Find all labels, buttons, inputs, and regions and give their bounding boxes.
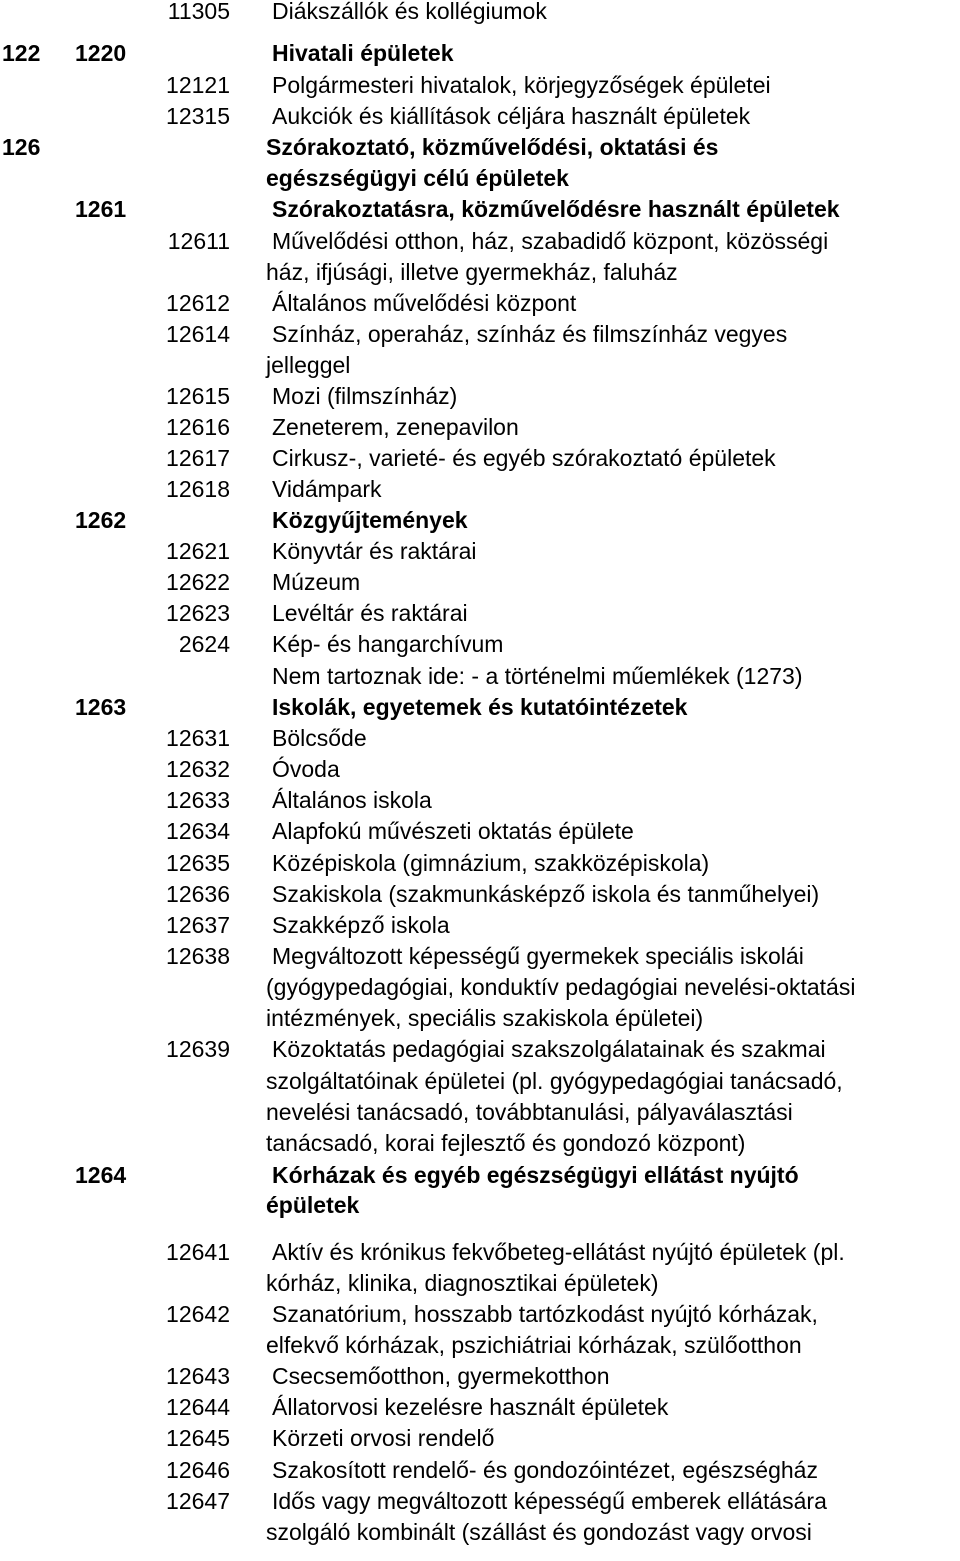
item-description: (gyógypedagógiai, konduktív pedagógiai nevelési-oktatási xyxy=(266,974,856,1000)
list-item xyxy=(0,1517,960,1548)
list-item xyxy=(0,1097,960,1128)
item-description: Iskolák, egyetemek és kutatóintézetek xyxy=(272,694,688,720)
item-description: szolgáló kombinált (szállást és gondozást vagy orvosi xyxy=(266,1519,812,1545)
subclass-code: 12633 xyxy=(166,787,230,813)
list-item xyxy=(0,101,960,132)
subclass-code: 12634 xyxy=(166,818,230,844)
list-item xyxy=(0,194,960,225)
item-description: ház, ifjúsági, illetve gyermekház, faluház xyxy=(266,259,678,285)
item-description: Vidámpark xyxy=(272,476,382,502)
list-item xyxy=(0,1128,960,1159)
list-item xyxy=(0,1160,960,1191)
subclass-code: 12645 xyxy=(166,1425,230,1451)
item-description: Alapfokú művészeti oktatás épülete xyxy=(272,818,634,844)
subclass-code: 11305 xyxy=(167,0,230,24)
item-description: egészségügyi célú épületek xyxy=(266,165,569,191)
list-item xyxy=(0,785,960,816)
item-description: Polgármesteri hivatalok, körjegyzőségek épületei xyxy=(272,72,771,98)
subclass-code: 12616 xyxy=(166,414,230,440)
subclass-code: 12644 xyxy=(166,1394,230,1420)
list-item xyxy=(0,1034,960,1065)
list-item xyxy=(0,536,960,567)
list-item xyxy=(0,754,960,785)
class-code: 1220 xyxy=(75,40,127,66)
item-description: Állatorvosi kezelésre használt épületek xyxy=(272,1394,669,1420)
subclass-code: 12643 xyxy=(166,1363,230,1389)
item-description: Szórakoztató, közművelődési, oktatási és xyxy=(266,134,719,160)
item-description: Szórakoztatásra, közművelődésre használt épületek xyxy=(272,196,840,222)
item-description: Színház, operaház, színház és filmszínház vegyes xyxy=(272,321,788,347)
item-description: Közoktatás pedagógiai szakszolgálatainak és szakmai xyxy=(272,1036,826,1062)
subclass-code: 12612 xyxy=(166,290,230,316)
subclass-code: 12642 xyxy=(166,1301,230,1327)
subclass-code: 12315 xyxy=(166,103,230,129)
list-item xyxy=(0,443,960,474)
item-description: Zeneterem, zenepavilon xyxy=(272,414,519,440)
list-item xyxy=(0,692,960,723)
subclass-code: 12647 xyxy=(166,1488,230,1514)
subclass-code: 12632 xyxy=(166,756,230,782)
class-code: 1264 xyxy=(75,1162,127,1188)
item-description: Általános iskola xyxy=(272,787,432,813)
item-description: Szakosított rendelő- és gondozóintézet, egészségház xyxy=(272,1457,818,1483)
list-item xyxy=(0,941,960,972)
list-item xyxy=(0,163,960,194)
item-description: Művelődési otthon, ház, szabadidő központ, közösségi xyxy=(272,228,829,254)
list-item xyxy=(0,848,960,879)
item-description: Hivatali épületek xyxy=(272,40,454,66)
subclass-code: 12637 xyxy=(166,912,230,938)
list-item xyxy=(0,1268,960,1299)
subclass-code: 12618 xyxy=(166,476,230,502)
item-description: Könyvtár és raktárai xyxy=(272,538,477,564)
list-item xyxy=(0,1003,960,1034)
item-description: Bölcsőde xyxy=(272,725,367,751)
subclass-code: 12646 xyxy=(166,1457,230,1483)
item-description: Levéltár és raktárai xyxy=(272,600,468,626)
item-description: szolgáltatóinak épületei (pl. gyógypedagógiai tanácsadó, xyxy=(266,1068,843,1094)
subclass-code: 12617 xyxy=(166,445,230,471)
item-description: Csecsemőotthon, gyermekotthon xyxy=(272,1363,610,1389)
list-item xyxy=(0,319,960,350)
list-item xyxy=(0,598,960,629)
item-description: tanácsadó, korai fejlesztő és gondozó központ) xyxy=(266,1130,746,1156)
group-code: 122 xyxy=(2,40,41,66)
item-description: nevelési tanácsadó, továbbtanulási, pályaválasztási xyxy=(266,1099,793,1125)
list-item xyxy=(0,1423,960,1454)
list-item xyxy=(0,567,960,598)
list-item xyxy=(0,350,960,381)
list-item xyxy=(0,816,960,847)
item-description: Általános művelődési központ xyxy=(272,290,577,316)
item-description: Kórházak és egyéb egészségügyi ellátást nyújtó xyxy=(272,1162,799,1188)
list-item xyxy=(0,1190,960,1221)
subclass-code: 12641 xyxy=(166,1239,230,1265)
list-item xyxy=(0,226,960,257)
item-description: Aukciók és kiállítások céljára használt épületek xyxy=(272,103,751,129)
list-item xyxy=(0,288,960,319)
item-description: Középiskola (gimnázium, szakközépiskola) xyxy=(272,850,710,876)
subclass-code: 12621 xyxy=(166,538,230,564)
item-description: Szakképző iskola xyxy=(272,912,450,938)
subclass-code: 12631 xyxy=(166,725,230,751)
list-item xyxy=(0,257,960,288)
subclass-code: 12635 xyxy=(166,850,230,876)
list-item xyxy=(0,629,960,660)
list-item xyxy=(0,910,960,941)
list-item xyxy=(0,879,960,910)
list-item xyxy=(0,412,960,443)
subclass-code: 12121 xyxy=(166,72,230,98)
group-code: 126 xyxy=(2,134,41,160)
item-description: Kép- és hangarchívum xyxy=(272,631,504,657)
subclass-code: 12622 xyxy=(166,569,230,595)
list-item xyxy=(0,1392,960,1423)
item-description: Körzeti orvosi rendelő xyxy=(272,1425,495,1451)
list-item xyxy=(0,723,960,754)
list-item xyxy=(0,505,960,536)
item-description: jelleggel xyxy=(266,352,351,378)
subclass-code: 12623 xyxy=(166,600,230,626)
list-item xyxy=(0,0,960,27)
item-description: Idős vagy megváltozott képességű emberek ellátására xyxy=(272,1488,827,1514)
item-description: Óvoda xyxy=(272,756,340,782)
item-description: Szanatórium, hosszabb tartózkodást nyújtó kórházak, xyxy=(272,1301,818,1327)
item-description: intézmények, speciális szakiskola épületei) xyxy=(266,1005,704,1031)
item-description: Nem tartoznak ide: - a történelmi műemlékek (1273) xyxy=(272,663,803,689)
list-item xyxy=(0,1361,960,1392)
item-description: elfekvő kórházak, pszichiátriai kórházak, szülőotthon xyxy=(266,1332,802,1358)
class-code: 1261 xyxy=(75,196,127,222)
list-item xyxy=(0,70,960,101)
subclass-code: 12615 xyxy=(166,383,230,409)
list-item xyxy=(0,474,960,505)
list-item xyxy=(0,1237,960,1268)
class-code: 1262 xyxy=(75,507,127,533)
item-description: kórház, klinika, diagnosztikai épületek) xyxy=(266,1270,659,1296)
subclass-code: 12639 xyxy=(166,1036,230,1062)
subclass-code: 12614 xyxy=(166,321,230,347)
list-item xyxy=(0,1486,960,1517)
subclass-code: 12636 xyxy=(166,881,230,907)
list-item xyxy=(0,132,960,163)
list-item xyxy=(0,972,960,1003)
list-item xyxy=(0,1066,960,1097)
item-description: Cirkusz-, varieté- és egyéb szórakoztató épületek xyxy=(272,445,776,471)
subclass-code: 2624 xyxy=(178,631,230,657)
item-description: épületek xyxy=(266,1192,360,1218)
item-description: Közgyűjtemények xyxy=(272,507,468,533)
subclass-code: 12611 xyxy=(167,228,230,254)
item-description: Múzeum xyxy=(272,569,361,595)
item-description: Aktív és krónikus fekvőbeteg-ellátást nyújtó épületek (pl. xyxy=(272,1239,845,1265)
item-description: Szakiskola (szakmunkásképző iskola és tanműhelyei) xyxy=(272,881,820,907)
list-item xyxy=(0,661,960,692)
list-item xyxy=(0,1299,960,1330)
item-description: Mozi (filmszínház) xyxy=(272,383,458,409)
list-item xyxy=(0,1455,960,1486)
item-description: Megváltozott képességű gyermekek speciális iskolái xyxy=(272,943,804,969)
list-item xyxy=(0,1330,960,1361)
list-item xyxy=(0,38,960,69)
class-code: 1263 xyxy=(75,694,127,720)
subclass-code: 12638 xyxy=(166,943,230,969)
item-description: Diákszállók és kollégiumok xyxy=(272,0,547,24)
list-item xyxy=(0,381,960,412)
